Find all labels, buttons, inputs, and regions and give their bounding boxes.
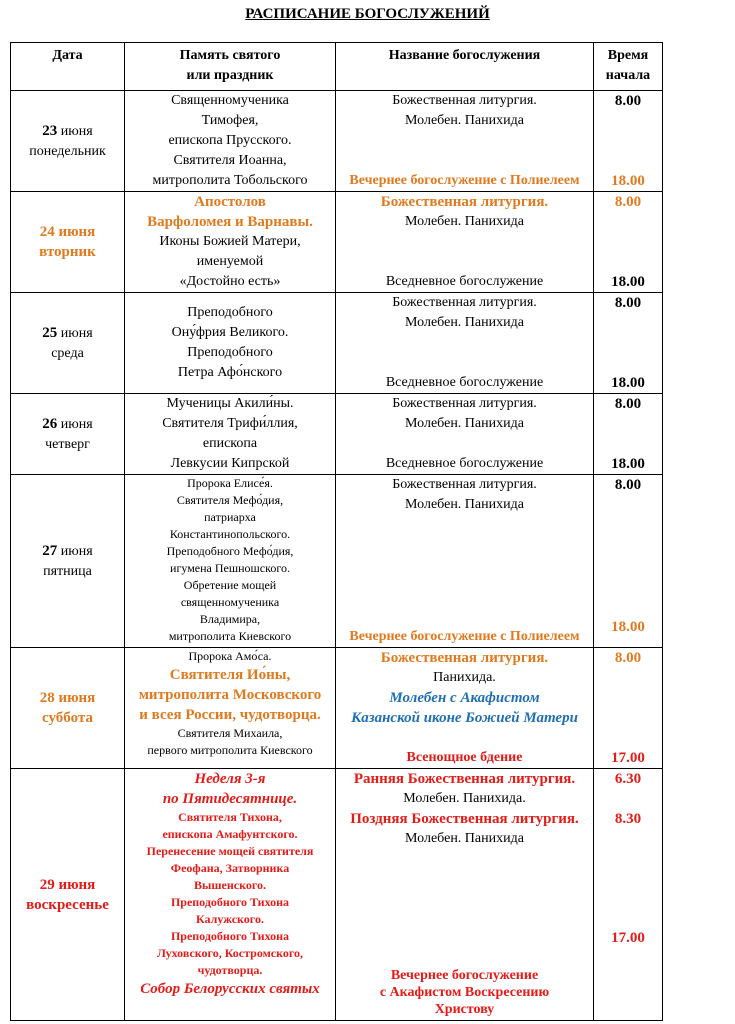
time-cell: 8.00 18.00: [594, 475, 663, 648]
service-cell: Ранняя Божественная литургия. Молебен. Панихида. Поздняя Божественная литургия. Молебен. Панихида Вечернее богослужение с Акафистом Воскресению Христову: [336, 769, 594, 1021]
table-row: [11, 394, 663, 475]
schedule-table: [10, 42, 663, 1021]
date-cell: 25 июня среда: [11, 293, 125, 394]
header-time: Время начала: [594, 43, 663, 91]
saint-cell: Пророка Амо́са. Святителя Ио́ны, митрополита Московского и всея России, чудотворца. Святителя Михаила, первого митрополита Киевского: [125, 648, 336, 769]
table-row: [11, 769, 663, 1021]
saint-cell: Неделя 3-я по Пятидесятнице. Святителя Тихона, епископа Амафунтского. Перенесение мощей святителя Феофана, Затворника Вышенского. Преподобного Тихона Калужского. Преподобного Тихона Луховского, Костромского, чудотворца. Собор Белорусских святых: [125, 769, 336, 1021]
time-cell: 8.00 18.00: [594, 91, 663, 192]
page-title: РАСПИСАНИЕ БОГОСЛУЖЕНИЙ: [245, 6, 490, 22]
service-cell: Божественная литургия. Молебен. Панихида Вседневное богослужение: [336, 192, 594, 293]
service-cell: Божественная литургия. Молебен. Панихида Вседневное богослужение: [336, 394, 594, 475]
saint-cell: Священномученика Тимофея, епископа Прусского. Святителя Иоанна, митрополита Тобольского: [125, 91, 336, 192]
date-cell: 26 июня четверг: [11, 394, 125, 475]
service-cell: Божественная литургия. Молебен. Панихида Вседневное богослужение: [336, 293, 594, 394]
saint-cell: Мученицы Акили́ны. Святителя Трифи́ллия, епископа Левкусии Кипрской: [125, 394, 336, 475]
table-row: [11, 293, 663, 394]
table-row: [11, 475, 663, 648]
saint-cell: Апостолов Варфоломея и Варнавы. Иконы Божией Матери, именуемой «Достойно есть»: [125, 192, 336, 293]
time-cell: 6.30 8.30 17.00: [594, 769, 663, 1021]
saint-cell: Преподобного Ону́фрия Великого. Преподобного Петра Афо́нского: [125, 293, 336, 394]
time-cell: 8.00 18.00: [594, 394, 663, 475]
date-cell: 23 июня понедельник: [11, 91, 125, 192]
table-row: [11, 192, 663, 293]
date-cell: 28 июня суббота: [11, 648, 125, 769]
table-row: [11, 91, 663, 192]
time-cell: 8.00 18.00: [594, 293, 663, 394]
service-cell: Божественная литургия. Молебен. Панихида Вечернее богослужение с Полиелеем: [336, 91, 594, 192]
date-cell: 24 июня вторник: [11, 192, 125, 293]
header-row: [11, 43, 663, 91]
service-cell: Божественная литургия. Молебен. Панихида Вечернее богослужение с Полиелеем: [336, 475, 594, 648]
header-service: Название богослужения: [336, 43, 594, 91]
time-cell: 8.00 18.00: [594, 192, 663, 293]
date-cell: 27 июня пятница: [11, 475, 125, 648]
header-date: Дата: [11, 43, 125, 91]
date-cell: 29 июня воскресенье: [11, 769, 125, 1021]
service-cell: Божественная литургия. Панихида. Молебен с Акафистом Казанской иконе Божией Матери Всенощное бдение: [336, 648, 594, 769]
time-cell: 8.00 17.00: [594, 648, 663, 769]
table-row: [11, 648, 663, 769]
saint-cell: Пророка Елисе́я. Святителя Мефо́дия, патриарха Константинопольского. Преподобного Мефо́дия, игумена Пешношского. Обретение мощей священномученика Владимира, митрополита Киевского: [125, 475, 336, 648]
header-saint: Память святого или праздник: [125, 43, 336, 91]
